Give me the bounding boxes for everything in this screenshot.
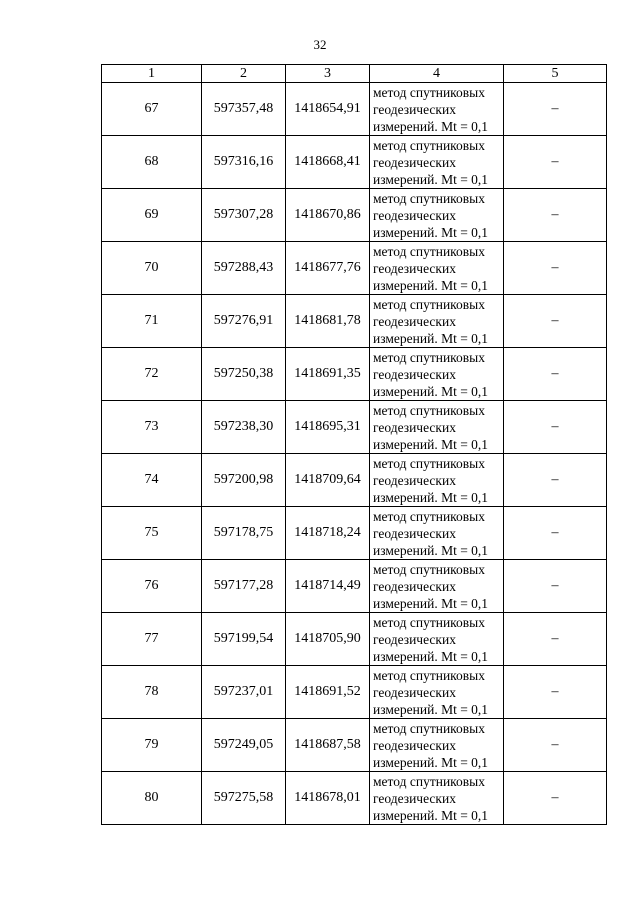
- method-cell: [370, 136, 504, 189]
- table-header: [102, 65, 607, 83]
- method-cell: [370, 401, 504, 454]
- method-cell: [370, 613, 504, 666]
- method-line-3: измерений. Mt = 0,1: [373, 383, 489, 399]
- header-col-3: 3: [286, 65, 370, 83]
- table-row: [102, 719, 607, 772]
- col-5-cell: –: [504, 242, 607, 295]
- point-number-cell: 69: [102, 189, 202, 242]
- method-line-2: геодезических: [373, 737, 456, 753]
- y-coordinate-cell: 1418709,64: [286, 454, 370, 507]
- x-coordinate-cell: 597177,28: [202, 560, 286, 613]
- method-line-2: геодезических: [373, 207, 456, 223]
- method-line-3: измерений. Mt = 0,1: [373, 754, 489, 770]
- table-row: [102, 666, 607, 719]
- method-cell: [370, 454, 504, 507]
- method-line-1: метод спутниковых: [373, 296, 485, 312]
- method-cell: [370, 83, 504, 136]
- method-line-3: измерений. Mt = 0,1: [373, 118, 489, 134]
- method-line-2: геодезических: [373, 101, 456, 117]
- coordinates-table: [101, 64, 607, 825]
- y-coordinate-cell: 1418678,01: [286, 772, 370, 825]
- point-number-cell: 79: [102, 719, 202, 772]
- point-number-cell: 73: [102, 401, 202, 454]
- method-line-1: метод спутниковых: [373, 773, 485, 789]
- method-cell: [370, 348, 504, 401]
- method-line-2: геодезических: [373, 684, 456, 700]
- y-coordinate-cell: 1418677,76: [286, 242, 370, 295]
- method-line-2: геодезических: [373, 578, 456, 594]
- y-coordinate-cell: 1418705,90: [286, 613, 370, 666]
- table-row: [102, 613, 607, 666]
- y-coordinate-cell: 1418681,78: [286, 295, 370, 348]
- method-line-1: метод спутниковых: [373, 667, 485, 683]
- method-cell: [370, 242, 504, 295]
- header-row: [102, 65, 607, 83]
- y-coordinate-cell: 1418668,41: [286, 136, 370, 189]
- method-line-3: измерений. Mt = 0,1: [373, 224, 489, 240]
- col-5-cell: –: [504, 507, 607, 560]
- x-coordinate-cell: 597288,43: [202, 242, 286, 295]
- table-row: [102, 189, 607, 242]
- table-row: [102, 242, 607, 295]
- header-col-1: 1: [102, 65, 202, 83]
- header-col-4: 4: [370, 65, 504, 83]
- point-number-cell: 80: [102, 772, 202, 825]
- y-coordinate-cell: 1418691,35: [286, 348, 370, 401]
- point-number-cell: 78: [102, 666, 202, 719]
- method-cell: [370, 295, 504, 348]
- method-line-1: метод спутниковых: [373, 508, 485, 524]
- method-line-1: метод спутниковых: [373, 84, 485, 100]
- point-number-cell: 75: [102, 507, 202, 560]
- method-line-1: метод спутниковых: [373, 243, 485, 259]
- col-5-cell: –: [504, 295, 607, 348]
- x-coordinate-cell: 597357,48: [202, 83, 286, 136]
- y-coordinate-cell: 1418687,58: [286, 719, 370, 772]
- method-line-1: метод спутниковых: [373, 190, 485, 206]
- method-line-3: измерений. Mt = 0,1: [373, 171, 489, 187]
- col-5-cell: –: [504, 348, 607, 401]
- x-coordinate-cell: 597276,91: [202, 295, 286, 348]
- method-line-1: метод спутниковых: [373, 349, 485, 365]
- x-coordinate-cell: 597237,01: [202, 666, 286, 719]
- method-line-2: геодезических: [373, 154, 456, 170]
- y-coordinate-cell: 1418691,52: [286, 666, 370, 719]
- y-coordinate-cell: 1418695,31: [286, 401, 370, 454]
- method-line-3: измерений. Mt = 0,1: [373, 436, 489, 452]
- x-coordinate-cell: 597316,16: [202, 136, 286, 189]
- method-cell: [370, 560, 504, 613]
- method-line-2: геодезических: [373, 631, 456, 647]
- table-row: [102, 136, 607, 189]
- table-row: [102, 772, 607, 825]
- table-row: [102, 348, 607, 401]
- method-line-3: измерений. Mt = 0,1: [373, 807, 489, 823]
- table-row: [102, 507, 607, 560]
- col-5-cell: –: [504, 401, 607, 454]
- method-cell: [370, 719, 504, 772]
- header-col-5: 5: [504, 65, 607, 83]
- method-cell: [370, 772, 504, 825]
- col-5-cell: –: [504, 719, 607, 772]
- table-body: [102, 83, 607, 825]
- table-row: [102, 83, 607, 136]
- method-line-1: метод спутниковых: [373, 137, 485, 153]
- method-line-3: измерений. Mt = 0,1: [373, 542, 489, 558]
- table-row: [102, 560, 607, 613]
- method-line-1: метод спутниковых: [373, 455, 485, 471]
- point-number-cell: 70: [102, 242, 202, 295]
- col-5-cell: –: [504, 772, 607, 825]
- method-line-2: геодезических: [373, 790, 456, 806]
- method-cell: [370, 666, 504, 719]
- method-line-3: измерений. Mt = 0,1: [373, 701, 489, 717]
- x-coordinate-cell: 597275,58: [202, 772, 286, 825]
- method-cell: [370, 189, 504, 242]
- table-row: [102, 454, 607, 507]
- col-5-cell: –: [504, 83, 607, 136]
- method-line-2: геодезических: [373, 366, 456, 382]
- point-number-cell: 77: [102, 613, 202, 666]
- method-line-1: метод спутниковых: [373, 561, 485, 577]
- col-5-cell: –: [504, 136, 607, 189]
- table-row: [102, 401, 607, 454]
- method-line-3: измерений. Mt = 0,1: [373, 595, 489, 611]
- x-coordinate-cell: 597178,75: [202, 507, 286, 560]
- y-coordinate-cell: 1418670,86: [286, 189, 370, 242]
- col-5-cell: –: [504, 666, 607, 719]
- method-line-3: измерений. Mt = 0,1: [373, 648, 489, 664]
- method-line-3: измерений. Mt = 0,1: [373, 277, 489, 293]
- method-line-3: измерений. Mt = 0,1: [373, 330, 489, 346]
- method-line-2: геодезических: [373, 313, 456, 329]
- method-line-1: метод спутниковых: [373, 402, 485, 418]
- x-coordinate-cell: 597307,28: [202, 189, 286, 242]
- point-number-cell: 67: [102, 83, 202, 136]
- method-line-1: метод спутниковых: [373, 614, 485, 630]
- point-number-cell: 71: [102, 295, 202, 348]
- x-coordinate-cell: 597199,54: [202, 613, 286, 666]
- method-line-2: геодезических: [373, 472, 456, 488]
- y-coordinate-cell: 1418714,49: [286, 560, 370, 613]
- point-number-cell: 74: [102, 454, 202, 507]
- y-coordinate-cell: 1418654,91: [286, 83, 370, 136]
- method-line-2: геодезических: [373, 525, 456, 541]
- method-line-2: геодезических: [373, 260, 456, 276]
- table-row: [102, 295, 607, 348]
- method-cell: [370, 507, 504, 560]
- col-5-cell: –: [504, 454, 607, 507]
- page-number: 32: [313, 37, 327, 52]
- x-coordinate-cell: 597200,98: [202, 454, 286, 507]
- col-5-cell: –: [504, 613, 607, 666]
- point-number-cell: 72: [102, 348, 202, 401]
- x-coordinate-cell: 597238,30: [202, 401, 286, 454]
- y-coordinate-cell: 1418718,24: [286, 507, 370, 560]
- point-number-cell: 68: [102, 136, 202, 189]
- method-line-1: метод спутниковых: [373, 720, 485, 736]
- col-5-cell: –: [504, 560, 607, 613]
- col-5-cell: –: [504, 189, 607, 242]
- method-line-3: измерений. Mt = 0,1: [373, 489, 489, 505]
- method-line-2: геодезических: [373, 419, 456, 435]
- point-number-cell: 76: [102, 560, 202, 613]
- x-coordinate-cell: 597249,05: [202, 719, 286, 772]
- header-col-2: 2: [202, 65, 286, 83]
- x-coordinate-cell: 597250,38: [202, 348, 286, 401]
